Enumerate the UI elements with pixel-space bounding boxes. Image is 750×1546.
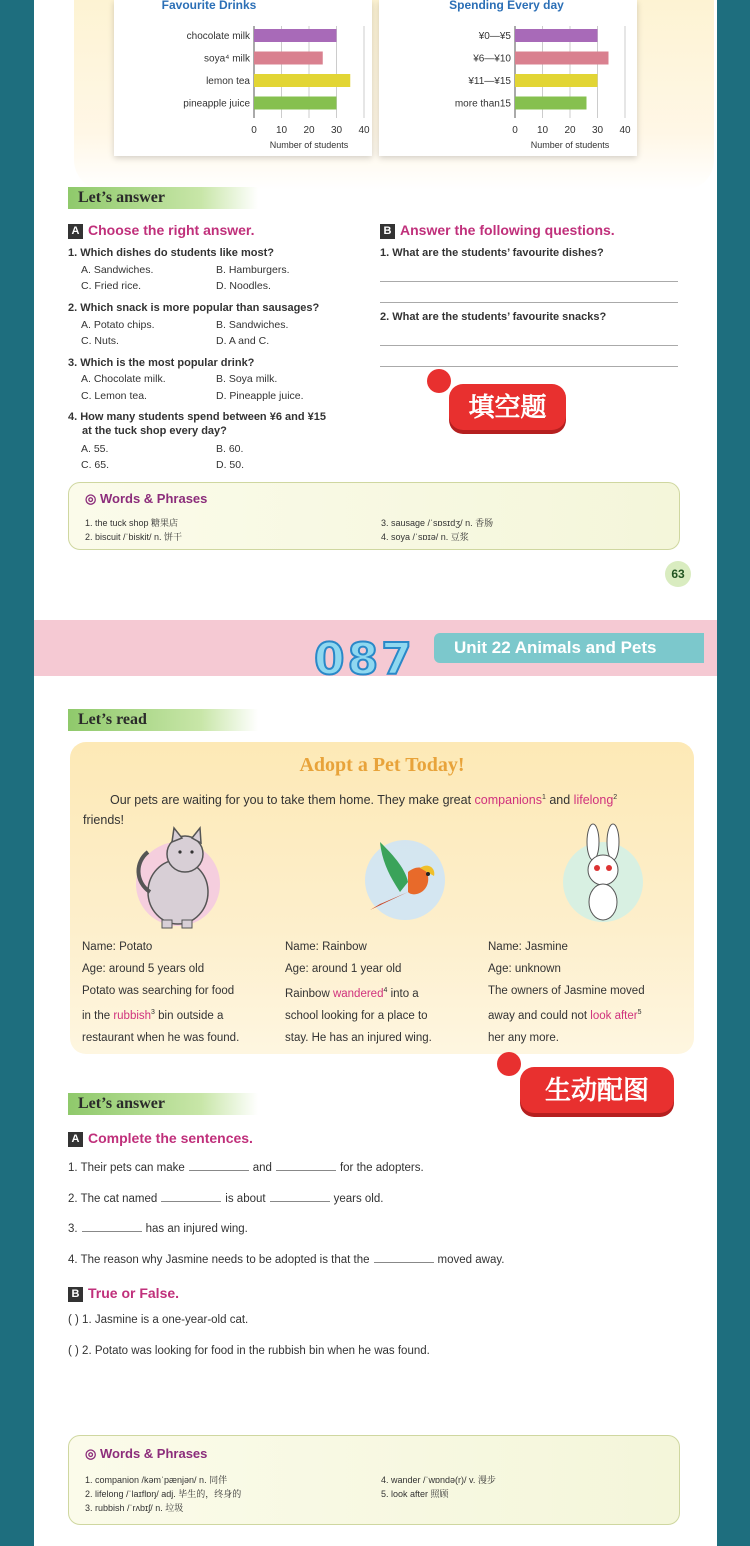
x-tick-label: 10 xyxy=(275,125,288,136)
category-label: ¥11—¥15 xyxy=(468,76,511,87)
workbook-page xyxy=(34,0,717,1546)
section-a-title: Choose the right answer. xyxy=(88,222,255,238)
tag-dot xyxy=(497,1052,521,1076)
sentence-3 xyxy=(68,1220,248,1235)
question-4-cont: at the tuck shop every day? xyxy=(82,425,227,437)
words-phrases-title-text: Words & Phrases xyxy=(99,1446,208,1461)
words-phrases-title: ◎ Words & Phrases xyxy=(85,1446,208,1461)
x-tick-label: 20 xyxy=(303,125,315,136)
x-axis-label: Number of students xyxy=(269,140,349,150)
section-b-title: Answer the following questions. xyxy=(400,222,615,238)
footnote: 2 xyxy=(613,794,618,801)
favourite-drinks-chart xyxy=(114,0,372,156)
bar xyxy=(515,52,609,65)
pet-desc: her any more. xyxy=(488,1031,559,1044)
pet-desc: Potato was searching for food xyxy=(82,985,235,997)
bar xyxy=(254,52,323,65)
category-label: chocolate milk xyxy=(186,31,250,42)
rabbit-illustration xyxy=(548,822,658,932)
word-item: 1. the tuck shop 糖果店 xyxy=(85,518,179,528)
answer-line[interactable] xyxy=(380,302,678,303)
pet-desc: The owners of Jasmine moved xyxy=(488,985,645,997)
x-tick-label: 30 xyxy=(330,125,343,136)
cat-illustration xyxy=(110,822,240,932)
option: C. Nuts. xyxy=(81,335,119,347)
word-item: 4. wander /ˈwɒndə(r)/ v. 漫步 xyxy=(381,1475,496,1485)
section-a-badge: A xyxy=(68,1132,83,1147)
true-false-item[interactable]: ( ) 1. Jasmine is a one-year-old cat. xyxy=(68,1314,249,1326)
word-item: 2. lifelong /ˈlaɪflɒŋ/ adj. 毕生的，终身的 xyxy=(85,1489,242,1499)
spending-chart-card xyxy=(379,0,637,156)
sentence-text: 2. The cat named xyxy=(68,1193,158,1205)
footnote: 5 xyxy=(637,1009,642,1016)
parrot-illustration xyxy=(350,822,460,932)
answer-blank[interactable] xyxy=(82,1220,142,1232)
bar xyxy=(254,97,337,110)
sentence-text: is about xyxy=(225,1193,266,1205)
category-label: more than15 xyxy=(454,98,511,110)
footnote: 4 xyxy=(383,987,388,994)
pet-age: Age: unknown xyxy=(488,963,561,975)
answer-blank[interactable] xyxy=(161,1190,221,1202)
word-item: 1. companion /kəmˈpænjən/ n. 同伴 xyxy=(85,1475,228,1485)
option: C. Fried rice. xyxy=(81,280,142,292)
favourite-drinks-chart-card xyxy=(114,0,372,156)
answer-blank[interactable] xyxy=(189,1159,249,1171)
option: B. Sandwiches. xyxy=(216,319,289,331)
bar xyxy=(515,97,587,110)
option: A. Sandwiches. xyxy=(81,264,154,276)
pet-desc: stay. He has an injured wing. xyxy=(285,1031,432,1044)
section-a-heading xyxy=(68,222,254,239)
pet-name: Name: Potato xyxy=(82,941,153,953)
fill-blank-tag: 填空题 xyxy=(449,384,566,430)
category-label: lemon tea xyxy=(206,76,250,87)
option: B. Soya milk. xyxy=(216,373,278,385)
pet-rainbow-info xyxy=(285,936,475,1049)
pet-desc: school looking for a place to xyxy=(285,1009,428,1022)
words-phrases-title: ◎ Words & Phrases xyxy=(85,491,208,506)
section-b-heading xyxy=(68,1285,179,1302)
option: B. 60. xyxy=(216,443,244,455)
sentence-text: 4. The reason why Jasmine needs to be adopted is that the xyxy=(68,1254,370,1266)
option: C. 65. xyxy=(81,459,110,471)
word-item: 3. rubbish /ˈrʌbɪʃ/ n. 垃圾 xyxy=(85,1503,184,1513)
option: D. A and C. xyxy=(216,335,270,347)
option: D. 50. xyxy=(216,459,245,471)
answer-line[interactable] xyxy=(380,345,678,346)
spending-chart xyxy=(379,0,637,156)
category-label: ¥6—¥10 xyxy=(473,53,511,65)
sentence-text: years old. xyxy=(333,1193,384,1205)
question-4: 4. How many students spend between ¥6 and ¥15 xyxy=(68,411,326,423)
true-false-item[interactable]: ( ) 2. Potato was looking for food in the rubbish bin when he was found. xyxy=(68,1345,430,1357)
b-question-2: 2. What are the students’ favourite snacks? xyxy=(380,311,607,323)
word-item: 2. biscuit /ˈbiskit/ n. 饼干 xyxy=(85,532,183,542)
bar xyxy=(515,74,598,87)
answer-blank[interactable] xyxy=(374,1251,434,1263)
words-phrases-box xyxy=(68,1435,680,1525)
bar xyxy=(515,29,598,42)
x-tick-label: 30 xyxy=(591,125,604,136)
footnote: 1 xyxy=(541,794,546,801)
pet-age: Age: around 1 year old xyxy=(285,963,402,975)
sentence-1 xyxy=(68,1159,424,1174)
pet-desc-text: bin outside a xyxy=(154,1009,224,1022)
question-1: 1. Which dishes do students like most? xyxy=(68,247,274,259)
lets-answer-banner: Let’s answer xyxy=(68,1093,258,1115)
option: A. 55. xyxy=(81,443,109,455)
question-3: 3. Which is the most popular drink? xyxy=(68,357,255,369)
pet-age: Age: around 5 years old xyxy=(82,963,205,975)
unit-number: 087 xyxy=(314,634,415,685)
adopt-title: Adopt a Pet Today! xyxy=(299,754,465,776)
option: B. Hamburgers. xyxy=(216,264,290,276)
vivid-illustration-tag: 生动配图 xyxy=(520,1067,674,1113)
pet-desc xyxy=(488,1002,688,1027)
pet-desc-text: in the xyxy=(82,1009,114,1022)
pet-desc-text: away and could not xyxy=(488,1009,591,1022)
option: D. Noodles. xyxy=(216,280,271,292)
pet-desc xyxy=(82,1002,272,1027)
keyword-companions: companions xyxy=(474,793,542,808)
b-question-1: 1. What are the students’ favourite dishes? xyxy=(380,247,604,259)
word-item: 4. soya /ˈsɒɪə/ n. 豆浆 xyxy=(381,532,469,542)
words-phrases-box xyxy=(68,482,680,550)
adopt-intro-cont: friends! xyxy=(83,813,124,827)
adopt-intro xyxy=(110,786,680,812)
keyword-rubbish: rubbish xyxy=(113,1009,152,1022)
section-b-title: True or False. xyxy=(88,1285,180,1301)
section-a-badge: A xyxy=(68,224,83,239)
word-item: 3. sausage /ˈsɒsɪdʒ/ n. 香肠 xyxy=(381,518,494,528)
answer-line[interactable] xyxy=(380,366,678,367)
section-b-badge: B xyxy=(68,1287,83,1302)
sentence-4 xyxy=(68,1251,504,1266)
lets-read-banner: Let’s read xyxy=(68,709,258,731)
footnote: 3 xyxy=(151,1009,155,1016)
keyword-lifelong: lifelong xyxy=(573,793,614,808)
section-a-heading xyxy=(68,1130,253,1147)
chart-title: Favourite Drinks xyxy=(161,0,257,12)
sentence-text: 3. xyxy=(68,1223,78,1235)
answer-blank[interactable] xyxy=(276,1159,336,1171)
answer-blank[interactable] xyxy=(270,1190,330,1202)
word-item: 5. look after 照顾 xyxy=(381,1489,449,1499)
section-b-badge: B xyxy=(380,224,395,239)
lets-answer-banner: Let’s answer xyxy=(68,187,258,209)
option: D. Pineapple juice. xyxy=(216,390,304,402)
page-number: 63 xyxy=(665,561,691,587)
pet-desc: restaurant when he was found. xyxy=(82,1031,240,1044)
sentence-2 xyxy=(68,1190,383,1205)
unit-title: Unit 22 Animals and Pets xyxy=(434,633,704,663)
bar xyxy=(254,29,337,42)
answer-line[interactable] xyxy=(380,281,678,282)
sentence-text: and xyxy=(252,1162,272,1174)
category-label: ¥0—¥5 xyxy=(478,31,511,42)
pet-potato-info xyxy=(82,936,272,1049)
pet-name: Name: Rainbow xyxy=(285,941,367,953)
x-tick-label: 40 xyxy=(358,125,370,136)
tag-dot xyxy=(427,369,451,393)
x-tick-label: 40 xyxy=(619,125,631,136)
pet-desc xyxy=(285,980,475,1005)
x-tick-label: 0 xyxy=(512,125,518,136)
x-axis-label: Number of students xyxy=(530,140,610,150)
intro-text: and xyxy=(545,793,574,808)
pet-jasmine-info xyxy=(488,936,688,1049)
section-b-heading xyxy=(380,222,615,239)
section-a-title: Complete the sentences. xyxy=(88,1130,253,1146)
chart-title: Spending Every day xyxy=(449,0,564,12)
question-2: 2. Which snack is more popular than sausages? xyxy=(68,302,320,314)
adopt-pet-panel xyxy=(70,742,694,1054)
bar xyxy=(254,74,350,87)
pet-name: Name: Jasmine xyxy=(488,941,568,953)
sentence-text: for the adopters. xyxy=(339,1162,424,1174)
keyword-look-after: look after xyxy=(590,1009,638,1022)
x-tick-label: 10 xyxy=(536,125,549,136)
x-tick-label: 20 xyxy=(564,125,576,136)
x-tick-label: 0 xyxy=(251,125,257,136)
category-label: pineapple juice xyxy=(183,98,250,110)
sentence-text: moved away. xyxy=(437,1254,505,1266)
pet-desc-text: Rainbow xyxy=(285,987,333,1000)
words-phrases-title-text: Words & Phrases xyxy=(99,491,208,506)
option: A. Chocolate milk. xyxy=(81,373,166,385)
sentence-text: has an injured wing. xyxy=(145,1223,248,1235)
intro-text: Our pets are waiting for you to take them home. They make great xyxy=(110,793,475,808)
option: A. Potato chips. xyxy=(81,319,155,331)
option: C. Lemon tea. xyxy=(81,390,147,402)
category-label: soya⁴ milk xyxy=(204,53,250,65)
pet-desc-text: into a xyxy=(387,987,419,1000)
sentence-text: 1. Their pets can make xyxy=(68,1162,185,1174)
keyword-wandered: wandered xyxy=(332,987,384,1000)
